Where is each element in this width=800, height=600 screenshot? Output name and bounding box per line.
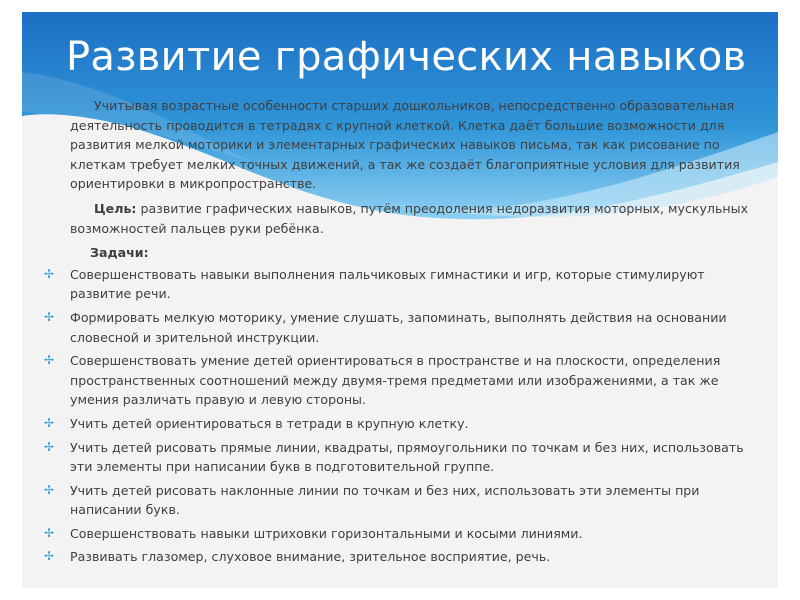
goal-label: Цель: (94, 200, 137, 216)
intro-paragraph: Учитывая возрастные особенности старших дошкольников, непосредственно образовательная деятельность проводится в тетрадях с крупной клеткой. Клетка даёт большие возможности для развития мелкой моторики и элементарных графических навыков письма, так как рисование по клеткам требует мелких точных движений, а так же создаёт благоприятные условия для развития ориентировки в микропространстве. (70, 98, 740, 192)
bullet-icon: ✢ (44, 309, 55, 324)
task-text: Совершенствовать навыки штриховки горизонтальными и косыми линиями. (70, 525, 583, 541)
task-item (44, 547, 754, 567)
bullet-icon: ✢ (44, 266, 55, 281)
task-item (44, 524, 754, 544)
bullet-icon: ✢ (44, 439, 55, 454)
task-item (44, 414, 754, 434)
task-text: Учить детей рисовать наклонные линии по точкам и без них, использовать эти элементы при написании букв. (70, 482, 700, 518)
bullet-icon: ✢ (44, 482, 55, 497)
goal-text: развитие графических навыков, путём преодоления недоразвития моторных, мускульных возможностей пальцев руки ребёнка. (70, 200, 749, 236)
task-text: Формировать мелкую моторику, умение слушать, запоминать, выполнять действия на основании словесной и зрительной инструкции. (70, 309, 727, 345)
task-item (44, 438, 754, 477)
tasks-heading: Задачи: (90, 245, 149, 261)
bullet-icon: ✢ (44, 549, 55, 564)
task-item (44, 481, 754, 520)
slide-title: Развитие графических навыков (66, 34, 747, 80)
task-text: Развивать глазомер, слуховое внимание, зрительное восприятие, речь. (70, 549, 551, 565)
slide-body (44, 96, 754, 571)
task-item (44, 351, 754, 410)
task-text: Совершенствовать умение детей ориентироваться в пространстве и на плоскости, определения пространственных соотношений между двумя-тремя предметами или изображениями, а так же умения различать правую и левую стороны. (70, 353, 721, 408)
task-text: Совершенствовать навыки выполнения пальчиковых гимнастики и игр, которые стимулируют развитие речи. (70, 266, 705, 302)
task-item (44, 265, 754, 304)
bullet-icon: ✢ (44, 525, 55, 540)
bullet-icon: ✢ (44, 353, 55, 368)
slide (22, 12, 778, 588)
task-item (44, 308, 754, 347)
bullet-icon: ✢ (44, 415, 55, 430)
task-text: Учить детей рисовать прямые линии, квадраты, прямоугольники по точкам и без них, использовать эти элементы при написании букв в подготовительной группе. (70, 439, 744, 475)
tasks-list (44, 265, 754, 567)
goal-paragraph (70, 199, 754, 238)
task-text: Учить детей ориентироваться в тетради в крупную клетку. (70, 415, 469, 431)
